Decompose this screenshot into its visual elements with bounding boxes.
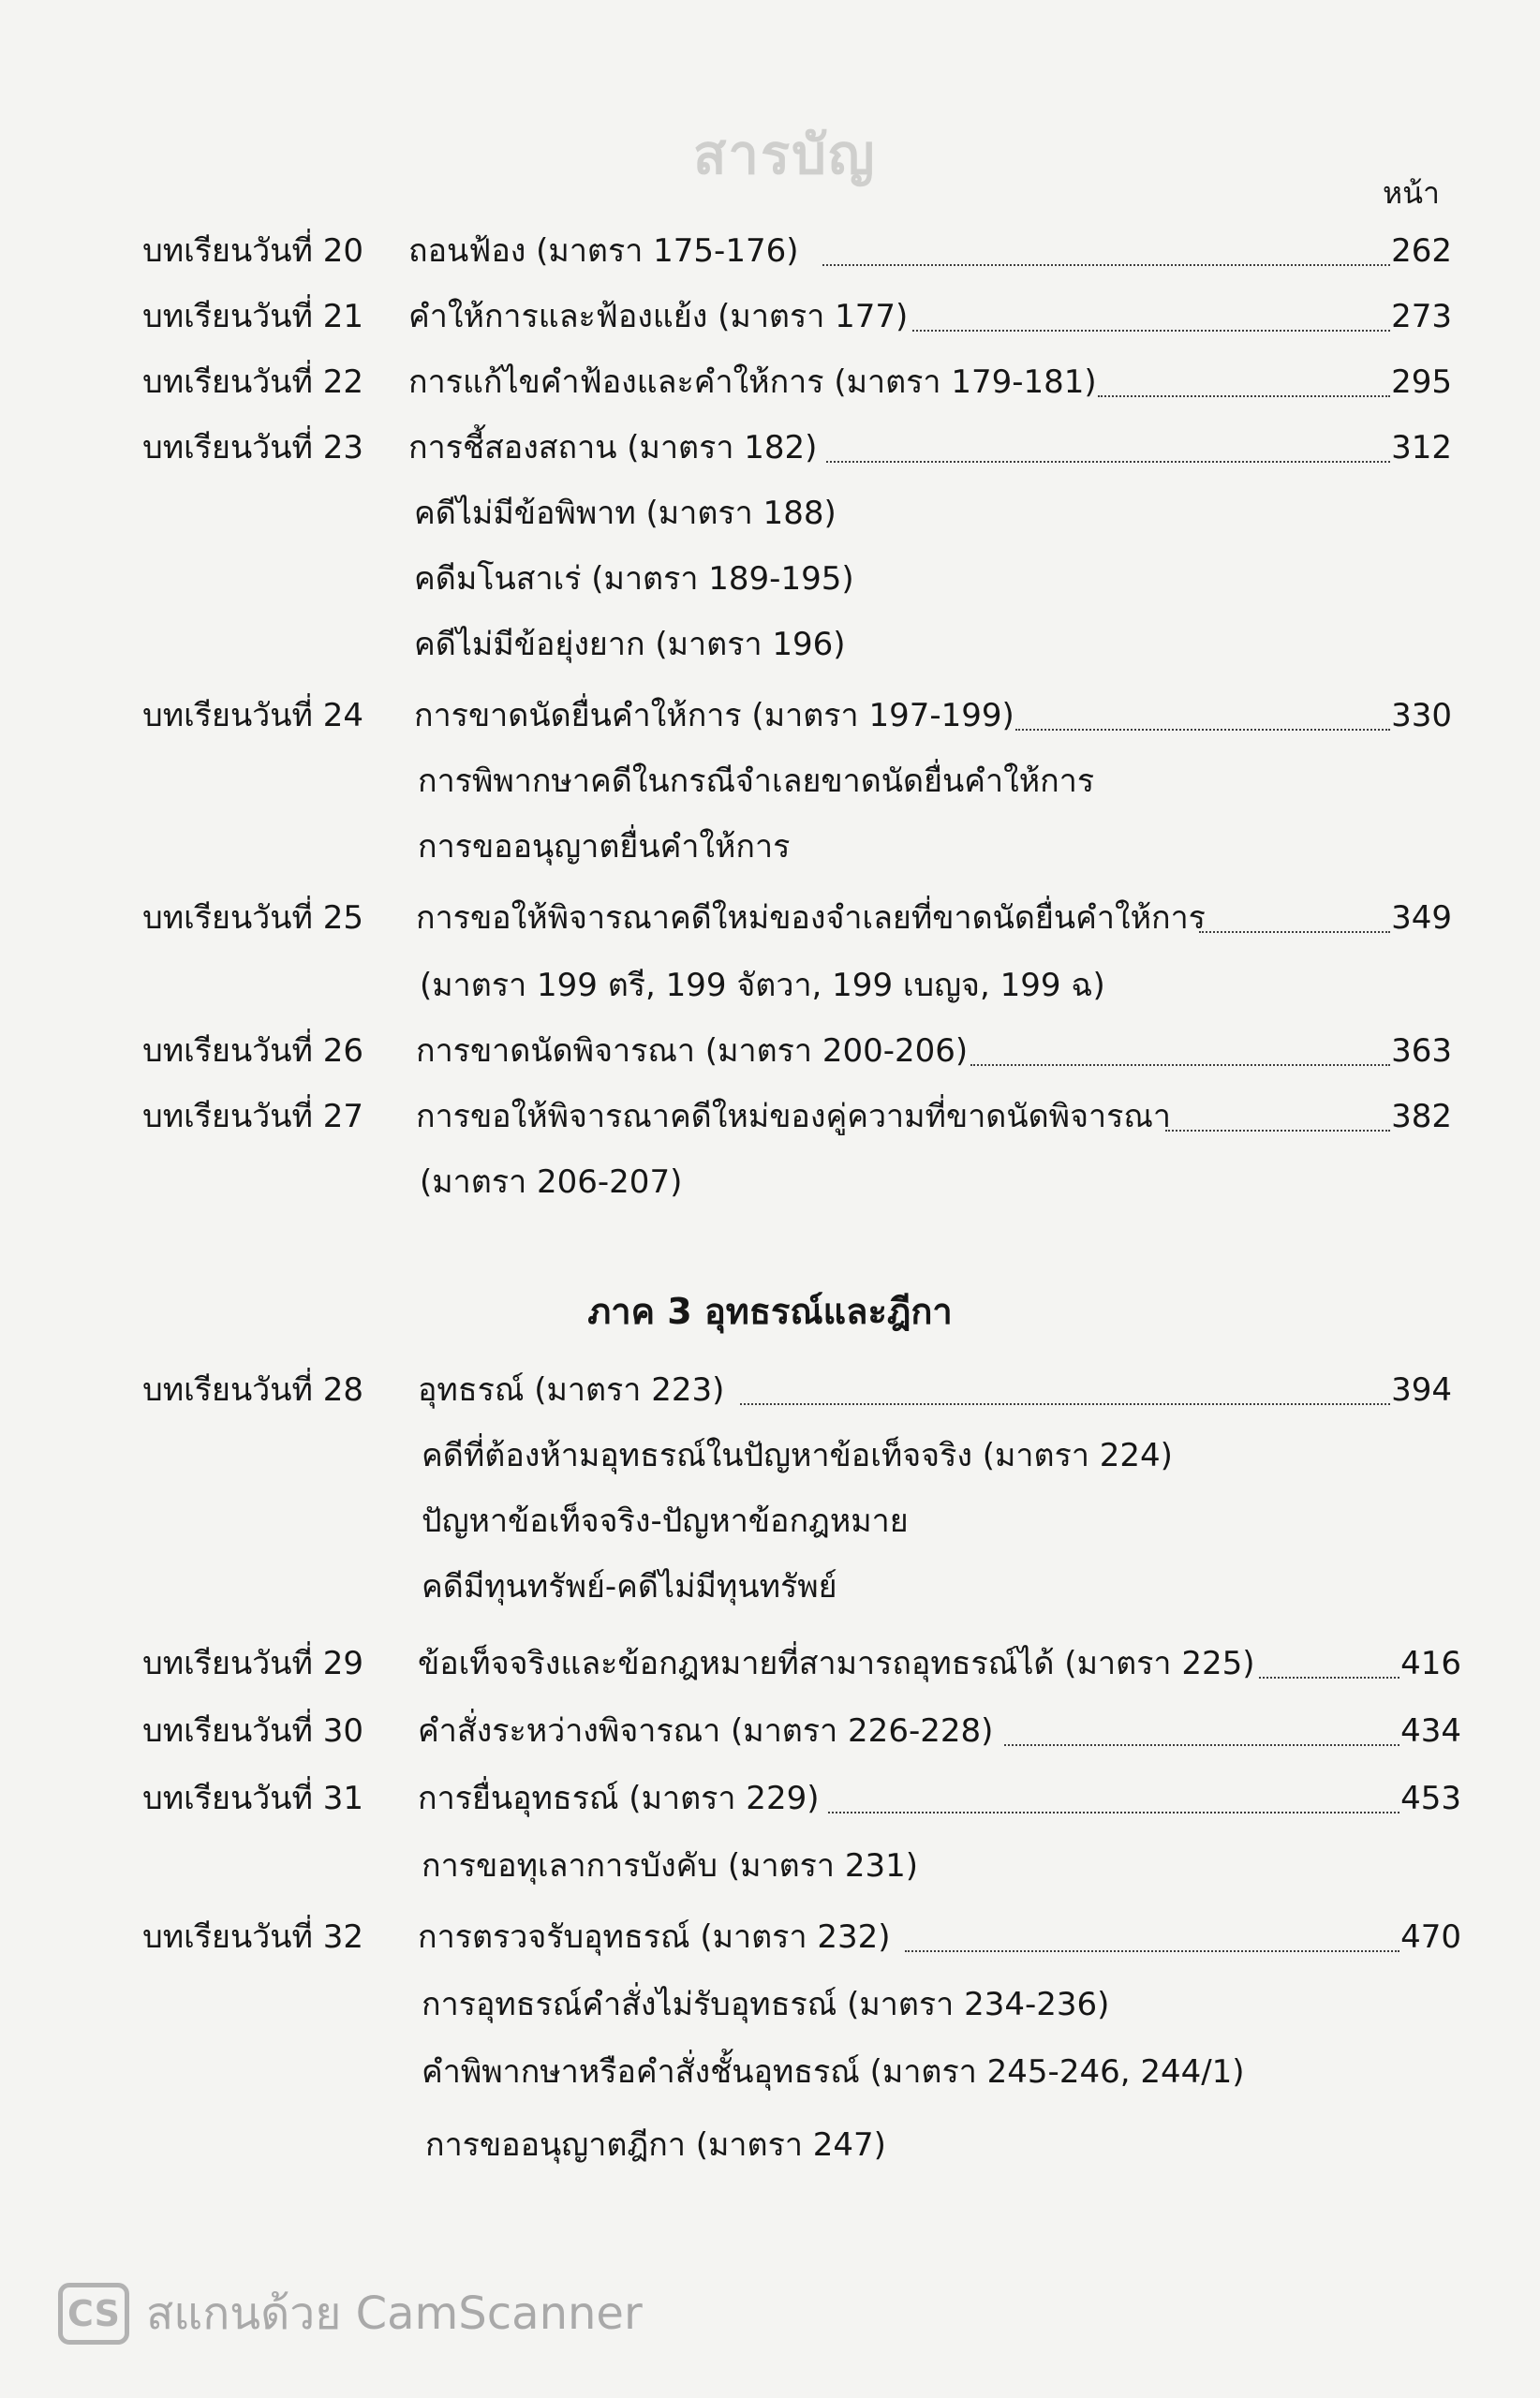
- dot-leader: [740, 1403, 1390, 1405]
- page-number: 262: [1391, 232, 1452, 270]
- dot-leader: [1015, 729, 1390, 731]
- toc-row: [0, 753, 1540, 809]
- toc-row: [0, 1559, 1540, 1615]
- page-number: 394: [1391, 1371, 1452, 1409]
- page-number: 470: [1400, 1918, 1461, 1956]
- camscanner-watermark: [58, 2276, 643, 2351]
- camscanner-logo-icon: CS: [58, 2283, 129, 2345]
- toc-row: [0, 1703, 1540, 1759]
- lesson-label: บทเรียนวันที่ 20: [142, 232, 363, 270]
- entry-title: (มาตรา 199 ตรี, 199 จัตวา, 199 เบญจ, 199 ฉ): [420, 967, 1105, 1004]
- entry-title: ถอนฟ้อง (มาตรา 175-176): [408, 232, 799, 270]
- lesson-label: บทเรียนวันที่ 28: [142, 1371, 363, 1409]
- entry-title: การอุทธรณ์คำสั่งไม่รับอุทธรณ์ (มาตรา 234-236): [422, 1986, 1110, 2023]
- page-number: 416: [1400, 1645, 1461, 1682]
- toc-row: [0, 2117, 1540, 2173]
- entry-title: การขาดนัดยื่นคำให้การ (มาตรา 197-199): [414, 697, 1014, 734]
- entry-title: การขออนุญาตฎีกา (มาตรา 247): [425, 2126, 886, 2164]
- entry-title: คำให้การและฟ้องแย้ง (มาตรา 177): [408, 298, 909, 335]
- toc-row: [0, 1636, 1540, 1692]
- dot-leader: [822, 264, 1390, 266]
- page-number: 363: [1391, 1032, 1452, 1070]
- entry-title: การยื่นอุทธรณ์ (มาตรา 229): [418, 1780, 820, 1817]
- toc-row: [0, 819, 1540, 875]
- page-number: 453: [1400, 1780, 1461, 1817]
- toc-row: [0, 1770, 1540, 1827]
- page-number: 382: [1391, 1098, 1452, 1135]
- dot-leader: [1165, 1130, 1390, 1132]
- page-column-label: หน้า: [1383, 175, 1440, 211]
- page-number: 349: [1391, 899, 1452, 937]
- entry-title: (มาตรา 206-207): [420, 1163, 683, 1201]
- dot-leader: [826, 461, 1390, 463]
- toc-row: [0, 1493, 1540, 1549]
- entry-title: การตรวจรับอุทธรณ์ (มาตรา 232): [418, 1918, 891, 1956]
- toc-row: [0, 1976, 1540, 2033]
- dot-leader: [1259, 1677, 1399, 1679]
- toc-row: [0, 1023, 1540, 1079]
- dot-leader: [905, 1950, 1399, 1952]
- entry-title: การขาดนัดพิจารณา (มาตรา 200-206): [416, 1032, 969, 1070]
- lesson-label: บทเรียนวันที่ 24: [142, 697, 363, 734]
- entry-title: ข้อเท็จจริงและข้อกฎหมายที่สามารถอุทธรณ์ได้ (มาตรา 225): [418, 1645, 1255, 1682]
- dot-leader: [1004, 1744, 1399, 1746]
- lesson-label: บทเรียนวันที่ 26: [142, 1032, 363, 1070]
- entry-title: การชี้สองสถาน (มาตรา 182): [408, 429, 818, 466]
- toc-row: [0, 890, 1540, 946]
- toc-row: [0, 1909, 1540, 1965]
- entry-title: คดีที่ต้องห้ามอุทธรณ์ในปัญหาข้อเท็จจริง (มาตรา 224): [422, 1437, 1173, 1474]
- toc-row: [0, 1154, 1540, 1210]
- toc-row: [0, 485, 1540, 541]
- page-title: สารบัญ: [693, 123, 877, 186]
- toc-row: [0, 354, 1540, 410]
- dot-leader: [1199, 931, 1390, 933]
- part-heading: ภาค 3 อุทธรณ์และฎีกา: [587, 1291, 953, 1332]
- lesson-label: บทเรียนวันที่ 23: [142, 429, 363, 466]
- toc-row: [0, 289, 1540, 345]
- page-number: 434: [1400, 1712, 1461, 1750]
- lesson-label: บทเรียนวันที่ 25: [142, 899, 363, 937]
- entry-title: คดีมโนสาเร่ (มาตรา 189-195): [414, 560, 854, 598]
- entry-title: การขอทุเลาการบังคับ (มาตรา 231): [422, 1847, 918, 1885]
- dot-leader: [1098, 395, 1390, 397]
- toc-row: [0, 223, 1540, 279]
- watermark-text: สแกนด้วย CamScanner: [146, 2287, 643, 2340]
- entry-title: คำพิพากษาหรือคำสั่งชั้นอุทธรณ์ (มาตรา 245-246, 244/1): [422, 2053, 1245, 2091]
- toc-row: [0, 420, 1540, 476]
- lesson-label: บทเรียนวันที่ 31: [142, 1780, 363, 1817]
- page-number: 312: [1391, 429, 1452, 466]
- toc-row: [0, 1838, 1540, 1894]
- page-number: 273: [1391, 298, 1452, 335]
- toc-row: [0, 1362, 1540, 1418]
- entry-title: อุทธรณ์ (มาตรา 223): [418, 1371, 725, 1409]
- entry-title: การขอให้พิจารณาคดีใหม่ของจำเลยที่ขาดนัดยื่นคำให้การ: [416, 899, 1206, 937]
- entry-title: คดีไม่มีข้อยุ่งยาก (มาตรา 196): [414, 626, 846, 663]
- toc-row: [0, 1088, 1540, 1145]
- lesson-label: บทเรียนวันที่ 21: [142, 298, 363, 335]
- page-number: 330: [1391, 697, 1452, 734]
- dot-leader: [912, 330, 1390, 332]
- entry-title: ปัญหาข้อเท็จจริง-ปัญหาข้อกฎหมาย: [422, 1502, 909, 1540]
- entry-title: การขอให้พิจารณาคดีใหม่ของคู่ความที่ขาดนัดพิจารณา: [416, 1098, 1172, 1135]
- entry-title: คดีมีทุนทรัพย์-คดีไม่มีทุนทรัพย์: [422, 1568, 837, 1606]
- entry-title: การขออนุญาตยื่นคำให้การ: [418, 828, 791, 866]
- lesson-label: บทเรียนวันที่ 22: [142, 363, 363, 401]
- entry-title: คำสั่งระหว่างพิจารณา (มาตรา 226-228): [418, 1712, 994, 1750]
- toc-row: [0, 1428, 1540, 1484]
- page-number: 295: [1391, 363, 1452, 401]
- toc-row: [0, 2044, 1540, 2100]
- entry-title: การพิพากษาคดีในกรณีจำเลยขาดนัดยื่นคำให้การ: [418, 762, 1095, 800]
- entry-title: คดีไม่มีข้อพิพาท (มาตรา 188): [414, 495, 837, 532]
- lesson-label: บทเรียนวันที่ 30: [142, 1712, 363, 1750]
- dot-leader: [970, 1064, 1390, 1066]
- toc-row: [0, 616, 1540, 673]
- lesson-label: บทเรียนวันที่ 29: [142, 1645, 363, 1682]
- toc-row: [0, 551, 1540, 607]
- lesson-label: บทเรียนวันที่ 32: [142, 1918, 363, 1956]
- lesson-label: บทเรียนวันที่ 27: [142, 1098, 363, 1135]
- toc-row: [0, 957, 1540, 1014]
- dot-leader: [828, 1812, 1399, 1813]
- toc-row: [0, 688, 1540, 744]
- entry-title: การแก้ไขคำฟ้องและคำให้การ (มาตรา 179-181): [408, 363, 1097, 401]
